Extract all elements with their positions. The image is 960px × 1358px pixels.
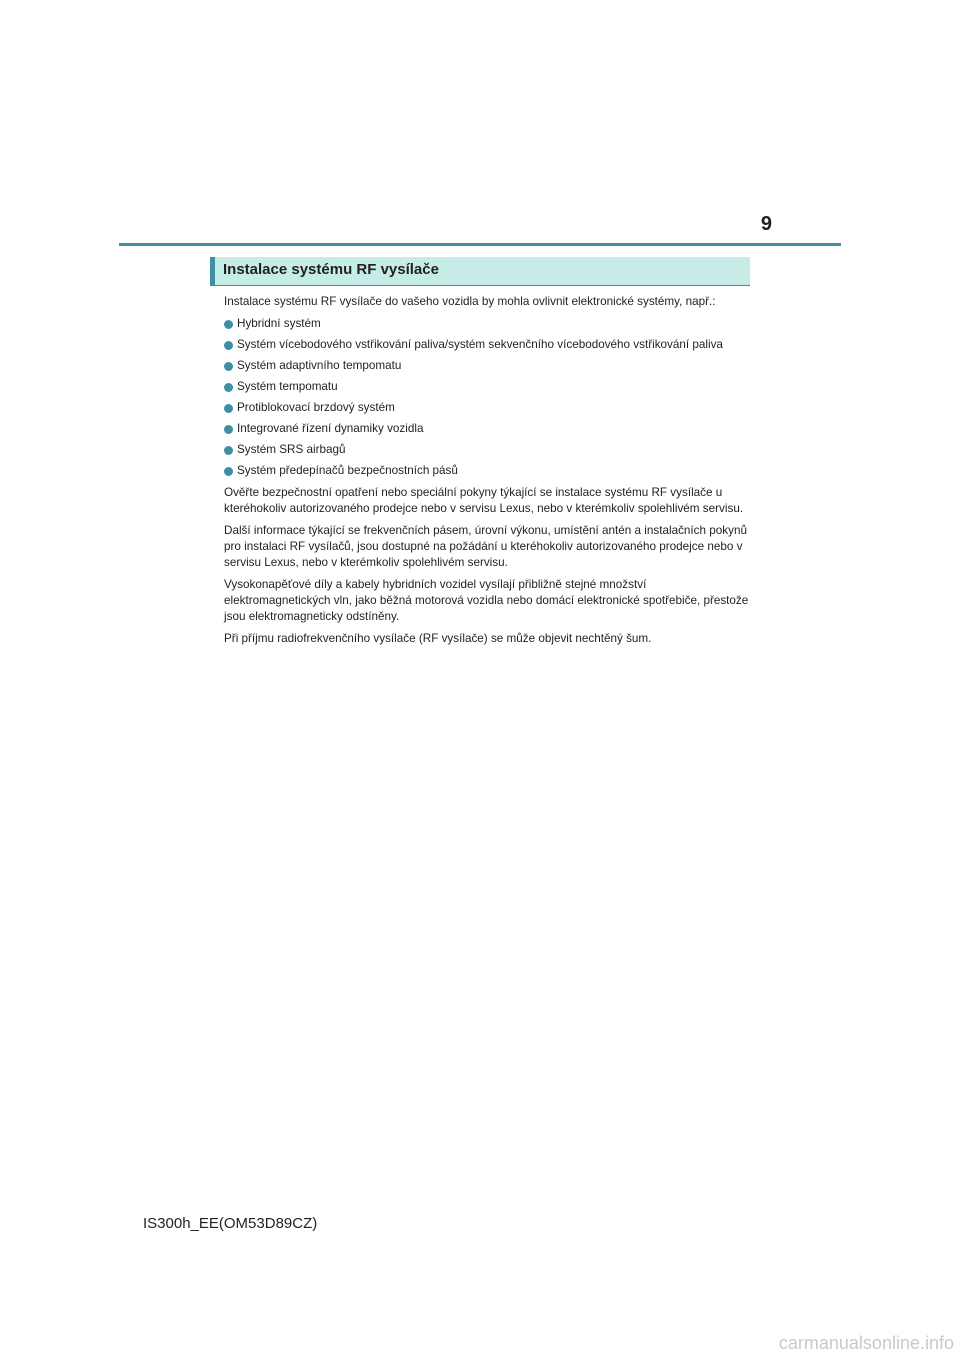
list-item-text: Systém tempomatu: [237, 380, 338, 393]
list-item-text: Hybridní systém: [237, 317, 321, 330]
footer-manual-code: IS300h_EE(OM53D89CZ): [143, 1215, 318, 1232]
body-paragraph: Při příjmu radiofrekvenčního vysílače (RF vysílače) se může objevit nechtěný šum.: [224, 632, 652, 645]
body-paragraph: Vysokonapěťové díly a kabely hybridních vozidel vysílají přibližně stejné množství elektromagnetických vln, jako běžná motorová vozidla nebo domácí elektronické spotřebiče, přestože jsou elektromagneticky odstíněny.: [224, 578, 749, 623]
list-item-text: Systém SRS airbagů: [237, 443, 346, 456]
header-rule: [119, 243, 841, 246]
systems-list: [224, 316, 754, 479]
list-item: [224, 316, 754, 332]
list-item: [224, 358, 754, 374]
list-item: [224, 337, 754, 353]
body-paragraph: Ověřte bezpečnostní opatření nebo speciální pokyny týkající se instalace systému RF vysílače u kteréhokoliv autorizovaného prodejce nebo v servisu Lexus, nebo v kterémkoliv spolehlivém servisu.: [224, 486, 744, 515]
section-title: Instalace systému RF vysílače: [223, 261, 439, 278]
bullet-icon: [224, 362, 233, 371]
list-item: [224, 400, 754, 416]
list-item-text: Systém předepínačů bezpečnostních pásů: [237, 464, 458, 477]
bullet-icon: [224, 425, 233, 434]
section-content: [224, 294, 754, 653]
list-item-text: Systém vícebodového vstřikování paliva/systém sekvenčního vícebodového vstřikování paliva: [237, 338, 723, 351]
body-paragraph: Další informace týkající se frekvenčních pásem, úrovní výkonu, umístění antén a instalačních pokynů pro instalaci RF vysílačů, jsou dostupné na požádání u kteréhokoliv autorizovaného prodejce nebo v servisu Lexus, nebo v kterémkoliv spolehlivém servisu.: [224, 524, 747, 569]
bullet-icon: [224, 446, 233, 455]
list-item-text: Integrované řízení dynamiky vozidla: [237, 422, 424, 435]
section-heading-bar: [210, 257, 215, 285]
list-item: [224, 421, 754, 437]
bullet-icon: [224, 404, 233, 413]
bullet-icon: [224, 383, 233, 392]
bullet-icon: [224, 467, 233, 476]
list-item: [224, 379, 754, 395]
list-item: [224, 442, 754, 458]
section-heading: [210, 257, 750, 286]
list-item: [224, 463, 754, 479]
list-item-text: Systém adaptivního tempomatu: [237, 359, 402, 372]
list-item-text: Protiblokovací brzdový systém: [237, 401, 395, 414]
bullet-icon: [224, 341, 233, 350]
watermark: carmanualsonline.info: [778, 1333, 954, 1353]
page-number: 9: [760, 213, 772, 235]
bullet-icon: [224, 320, 233, 329]
intro-paragraph: Instalace systému RF vysílače do vašeho vozidla by mohla ovlivnit elektronické systémy, např.:: [224, 295, 716, 308]
